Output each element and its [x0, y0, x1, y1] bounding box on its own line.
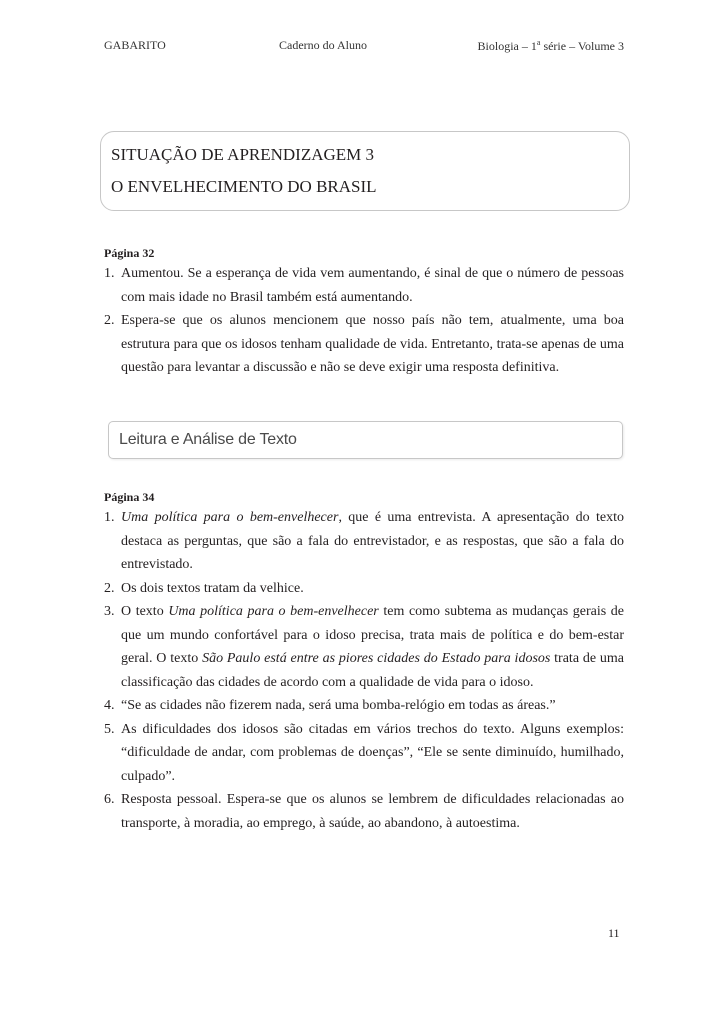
- item-number: 2.: [104, 313, 115, 328]
- item-text: trata de uma classificação das cidades de acordo com a qualidade de vida para o idoso.: [121, 651, 624, 690]
- item-number: 2.: [104, 580, 115, 596]
- item-number: 1.: [104, 510, 115, 525]
- item-number: 1.: [104, 266, 115, 281]
- list-item: [104, 600, 624, 694]
- page-label-32: Página 32: [104, 246, 155, 260]
- list-item: [104, 506, 624, 577]
- item-number: 3.: [104, 604, 115, 619]
- item-text: As dificuldades dos idosos são citadas em vários trechos do texto. Alguns exemplos: “dificuldade de andar, com problemas de doenças”, “Ele se sente diminuído, humilhado, culpado”.: [121, 721, 624, 784]
- running-header: [104, 38, 624, 58]
- leitura-analise-box: [108, 421, 623, 459]
- situacao-box: [100, 131, 630, 211]
- item-text: “Se as cidades não fizerem nada, será uma bomba-relógio em todas as áreas.”: [121, 698, 556, 713]
- item-text: Resposta pessoal. Espera-se que os alunos se lembrem de dificuldades relacionadas ao transporte, à moradia, ao emprego, à saúde, ao abandono, à autoestima.: [121, 792, 624, 831]
- item-text: tem como subtema as mudanças gerais de que um mundo confortável para o idoso precisa, trata mais de política e do bem-estar geral. O texto: [121, 604, 624, 666]
- list-item: [104, 577, 624, 601]
- list-item: [104, 788, 624, 835]
- header-right-sup: a: [536, 38, 541, 47]
- leitura-analise-title: Leitura e Análise de Texto: [119, 431, 297, 448]
- header-left: GABARITO: [104, 38, 166, 52]
- item-text: , que é uma entrevista. A apresentação do texto destaca as perguntas, que são a fala do entrevistador, e as respostas, que são a fala do entrevistado.: [121, 510, 624, 572]
- header-right-pre: Biologia – 1: [477, 39, 537, 53]
- item-text: O texto: [121, 604, 169, 619]
- page-number: 11: [608, 926, 620, 940]
- list-item: [104, 309, 624, 380]
- item-number: 6.: [104, 792, 115, 807]
- item-text: Os dois textos tratam da velhice.: [121, 580, 304, 596]
- header-right: [478, 38, 624, 54]
- list-item: [104, 718, 624, 789]
- text-title-italic: Uma política para o bem-envelhecer: [168, 604, 379, 619]
- answers-list-page-34: [104, 506, 624, 835]
- situacao-subtitle: O ENVELHECIMENTO DO BRASIL: [111, 177, 377, 196]
- list-item: [104, 694, 624, 718]
- list-item: [104, 262, 624, 309]
- situacao-title: SITUAÇÃO DE APRENDIZAGEM 3: [111, 145, 375, 164]
- item-text: Aumentou. Se a esperança de vida vem aumentando, é sinal de que o número de pessoas com mais idade no Brasil também está aumentando.: [121, 266, 624, 305]
- answers-list-page-32: [104, 262, 624, 380]
- item-number: 4.: [104, 698, 115, 713]
- text-title-italic: São Paulo está entre as piores cidades do Estado para idosos: [202, 651, 551, 666]
- header-middle: Caderno do Aluno: [279, 38, 367, 52]
- item-text: Espera-se que os alunos mencionem que nosso país não tem, atualmente, uma boa estrutura para que os idosos tenham qualidade de vida. Entretanto, trata-se apenas de uma questão para levantar a discussão e não se deve exigir uma resposta definitiva.: [121, 313, 624, 375]
- page-label-34: Página 34: [104, 490, 155, 504]
- item-number: 5.: [104, 721, 115, 737]
- header-right-post: série – Volume 3: [540, 39, 624, 53]
- text-title-italic: Uma política para o bem-envelhecer: [121, 510, 339, 525]
